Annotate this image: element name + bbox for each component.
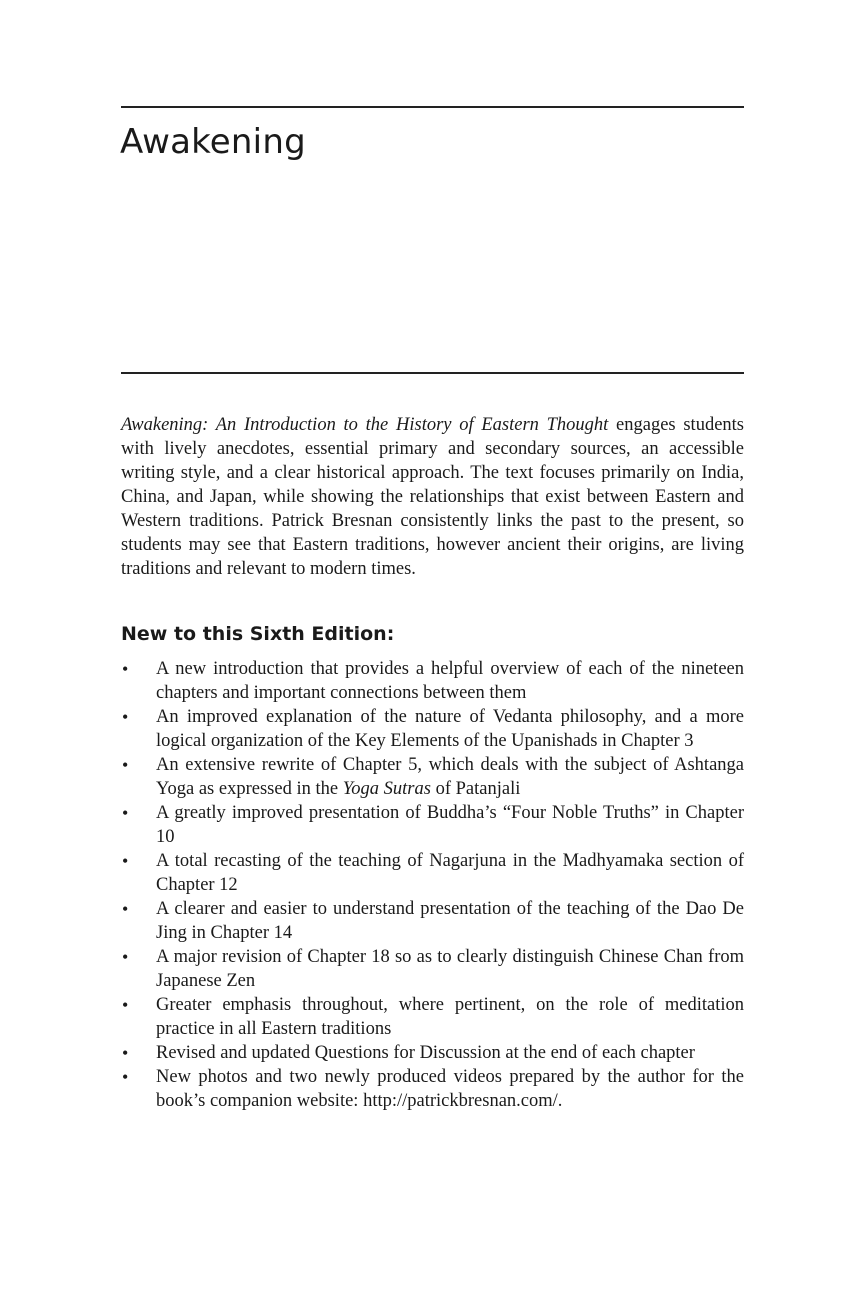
list-item-italic: Yoga Sutras — [342, 779, 431, 799]
list-item — [121, 801, 744, 849]
new-features-list — [121, 657, 744, 1113]
list-item-text: Revised and updated Questions for Discussion at the end of each chapter — [156, 1043, 695, 1063]
list-item-text: A major revision of Chapter 18 so as to clearly distinguish Chinese Chan from Japanese Zen — [156, 947, 744, 991]
list-item-text: A total recasting of the teaching of Nagarjuna in the Madhyamaka section of Chapter 12 — [156, 851, 744, 895]
list-item — [121, 1065, 744, 1113]
list-item — [121, 657, 744, 705]
list-item — [121, 945, 744, 993]
intro-text: engages students with lively anecdotes, essential primary and secondary sources, an accessible writing style, and a clear historical approach. The text focuses primarily on India, China, and Japan, while showing the relationships that exist between Eastern and Western traditions. Patrick Bresnan consistently links the past to the present, so students may see that Eastern traditions, however ancient their origins, are living traditions and relevant to modern times. — [121, 415, 744, 579]
section-heading: New to this Sixth Edition: — [121, 623, 395, 645]
list-item — [121, 993, 744, 1041]
intro-paragraph — [121, 413, 744, 581]
page-title: Awakening — [120, 122, 306, 162]
list-item-text: A new introduction that provides a helpful overview of each of the nineteen chapters and important connections between them — [156, 659, 744, 703]
list-item-text: Greater emphasis throughout, where pertinent, on the role of meditation practice in all Eastern traditions — [156, 995, 744, 1039]
list-item-text: A greatly improved presentation of Buddha’s “Four Noble Truths” in Chapter 10 — [156, 803, 744, 847]
list-item — [121, 1041, 744, 1065]
list-item-text: of Patanjali — [430, 779, 521, 799]
page-content — [121, 413, 744, 1113]
book-title: Awakening: An Introduction to the History of Eastern Thought — [121, 415, 609, 435]
list-item-text: New photos and two newly produced videos prepared by the author for the book’s companion website: http://patrickbresnan.com/. — [156, 1067, 744, 1111]
divider-rule — [121, 372, 744, 374]
list-item — [121, 897, 744, 945]
list-item-text: A clearer and easier to understand presentation of the teaching of the Dao De Jing in Chapter 14 — [156, 899, 744, 943]
list-item-text: An extensive rewrite of Chapter 5, which deals with the subject of Ashtanga Yoga as expressed in the — [156, 755, 744, 799]
list-item-text: An improved explanation of the nature of Vedanta philosophy, and a more logical organization of the Key Elements of the Upanishads in Chapter 3 — [156, 707, 744, 751]
list-item — [121, 753, 744, 801]
list-item — [121, 849, 744, 897]
top-rule — [121, 106, 744, 108]
list-item — [121, 705, 744, 753]
